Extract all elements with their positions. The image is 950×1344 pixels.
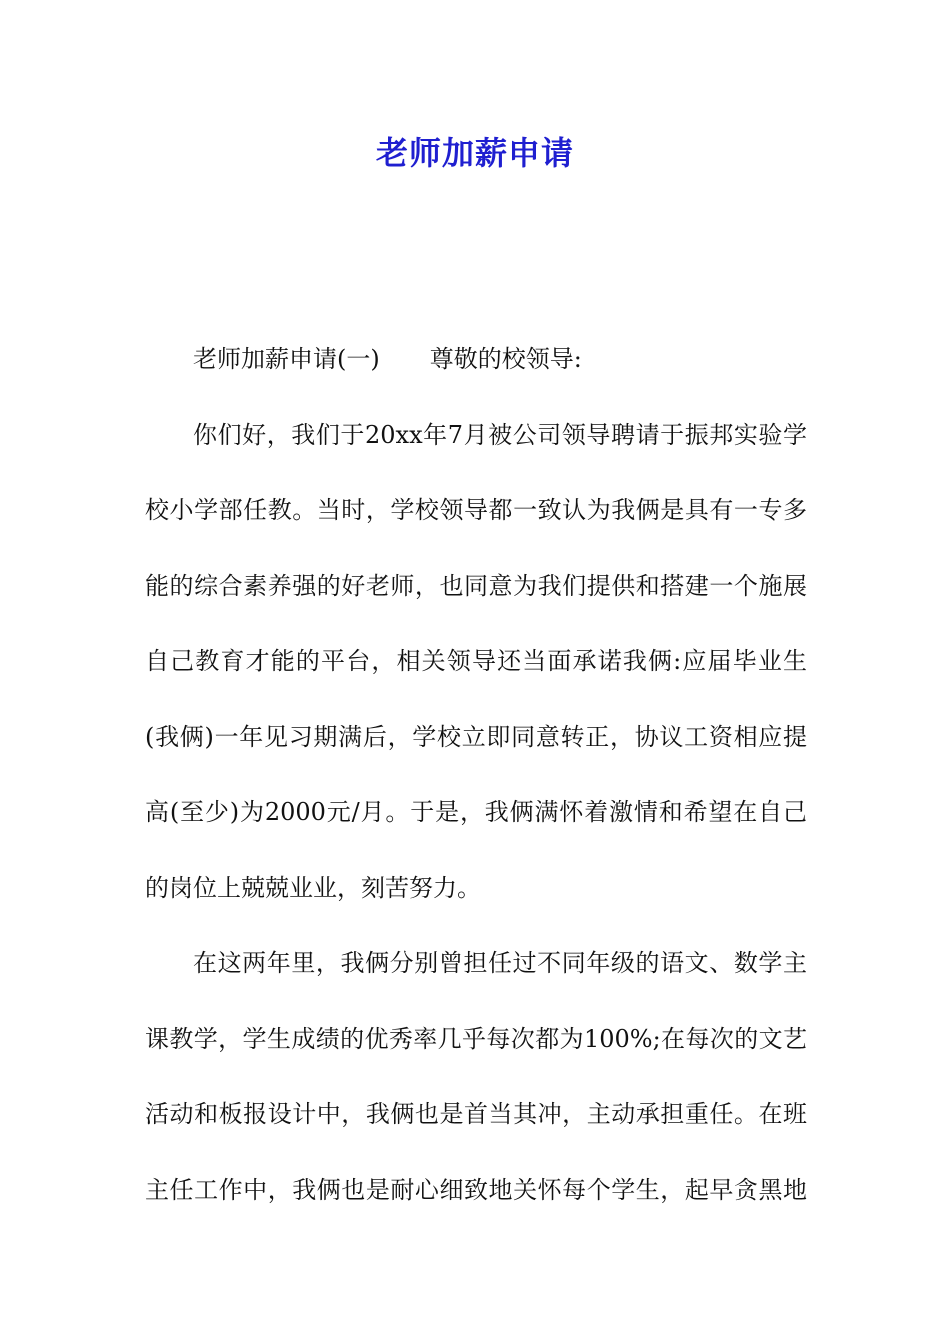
heading-label: 老师加薪申请(一) [193,345,380,373]
paragraph-1-line: 你们好，我们于20xx年7月被公司领导聘请于振邦实验学 [193,420,807,449]
document-body [145,333,807,1239]
heading-line [145,333,807,409]
paragraph-1-line: 自己教育才能的平台，相关领导还当面承诺我俩:应届毕业生 [145,647,807,675]
paragraph-1-line: 的岗位上兢兢业业，刻苦努力。 [145,873,481,902]
paragraph-1-line: (我俩)一年见习期满后，学校立即同意转正，协议工资相应提 [145,722,807,751]
paragraph-1-line: 校小学部任教。当时，学校领导都一致认为我俩是具有一专多 [145,496,807,524]
paragraph-2-line: 活动和板报设计中，我俩也是首当其冲，主动承担重任。在班 [145,1100,807,1128]
salutation: 尊敬的校领导: [429,345,582,373]
paragraph-2-line: 主任工作中，我俩也是耐心细致地关怀每个学生，起早贪黑地 [145,1175,807,1204]
document-title: 老师加薪申请 [375,134,574,172]
paragraph-2-line: 课教学，学生成绩的优秀率几乎每次都为100%;在每次的文艺 [145,1024,807,1053]
paragraph-2-line: 在这两年里，我俩分别曾担任过不同年级的语文、数学主 [193,949,807,977]
paragraph-1-line: 高(至少)为2000元/月。于是，我俩满怀着激情和希望在自己 [145,798,807,826]
paragraph-1-line: 能的综合素养强的好老师，也同意为我们提供和搭建一个施展 [145,571,807,600]
